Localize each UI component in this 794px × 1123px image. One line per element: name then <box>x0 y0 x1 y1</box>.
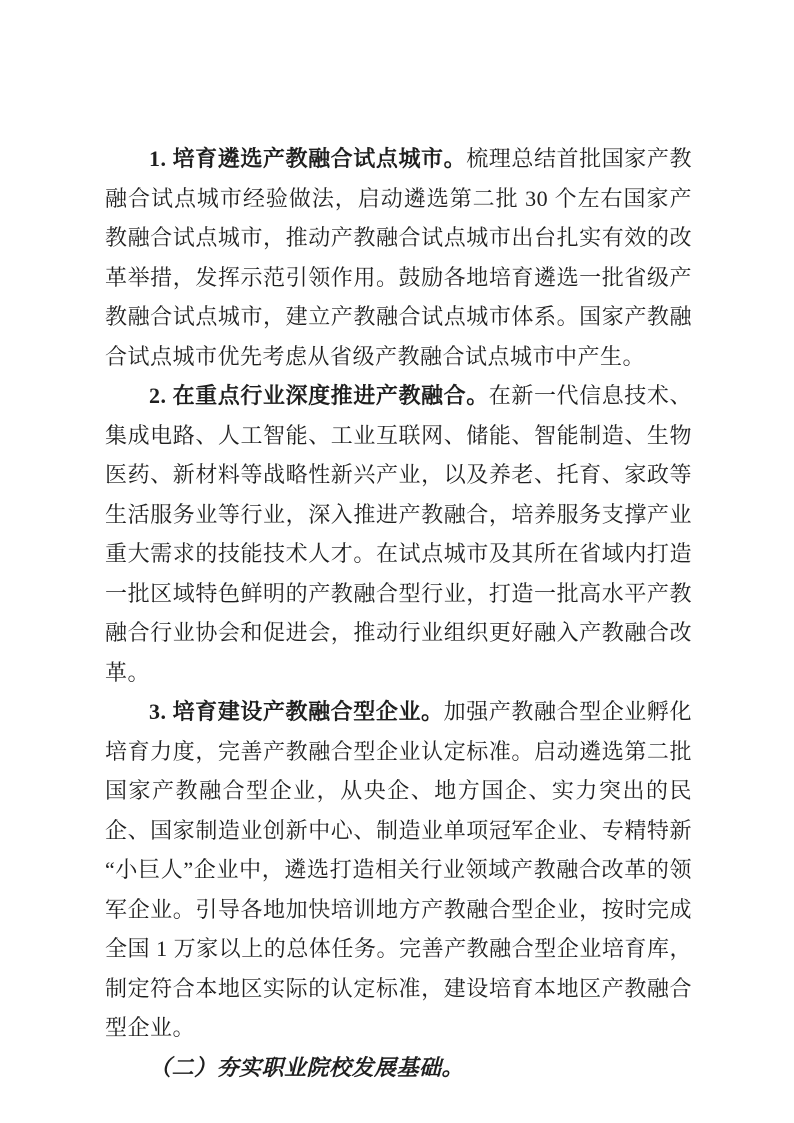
paragraph-key-industries-text: 在新一代信息技术、集成电路、人工智能、工业互联网、储能、智能制造、生物医药、新材料等战略性新兴产业，以及养老、托育、家政等生活服务业等行业，深入推进产教融合，培养服务支撑产业重大需求的技能技术人才。在试点城市及其所在省域内打造一批区域特色鲜明的产教融合型行业，打造一批高水平产教融合行业协会和促进会，推动行业组织更好融入产教融合改革。 <box>105 383 692 685</box>
paragraph-key-industries <box>105 376 692 692</box>
paragraph-enterprises-lead: 3. 培育建设产教融合型企业。 <box>149 699 444 724</box>
document-body <box>105 139 692 1087</box>
paragraph-enterprises <box>105 692 692 1048</box>
paragraph-enterprises-text: 加强产教融合型企业孵化培育力度，完善产教融合型企业认定标准。启动遴选第二批国家产教融合型企业，从央企、地方国企、实力突出的民企、国家制造业创新中心、制造业单项冠军企业、专精特新“小巨人”企业中，遴选打造相关行业领域产教融合改革的领军企业。引导各地加快培训地方产教融合型企业，按时完成全国 1 万家以上的总体任务。完善产教融合型企业培育库，制定符合本地区实际的认定标准，建设培育本地区产教融合型企业。 <box>105 699 692 1040</box>
paragraph-pilot-cities <box>105 139 692 376</box>
paragraph-pilot-cities-text: 梳理总结首批国家产教融合试点城市经验做法，启动遴选第二批 30 个左右国家产教融合试点城市，推动产教融合试点城市出台扎实有效的改革举措，发挥示范引领作用。鼓励各地培育遴选一批省级产教融合试点城市，建立产教融合试点城市体系。国家产教融合试点城市优先考虑从省级产教融合试点城市中产生。 <box>105 146 692 369</box>
paragraph-pilot-cities-lead: 1. 培育遴选产教融合试点城市。 <box>149 146 467 171</box>
paragraph-key-industries-lead: 2. 在重点行业深度推进产教融合。 <box>149 383 489 408</box>
section-heading-vocational-schools: （二）夯实职业院校发展基础。 <box>149 1054 465 1080</box>
